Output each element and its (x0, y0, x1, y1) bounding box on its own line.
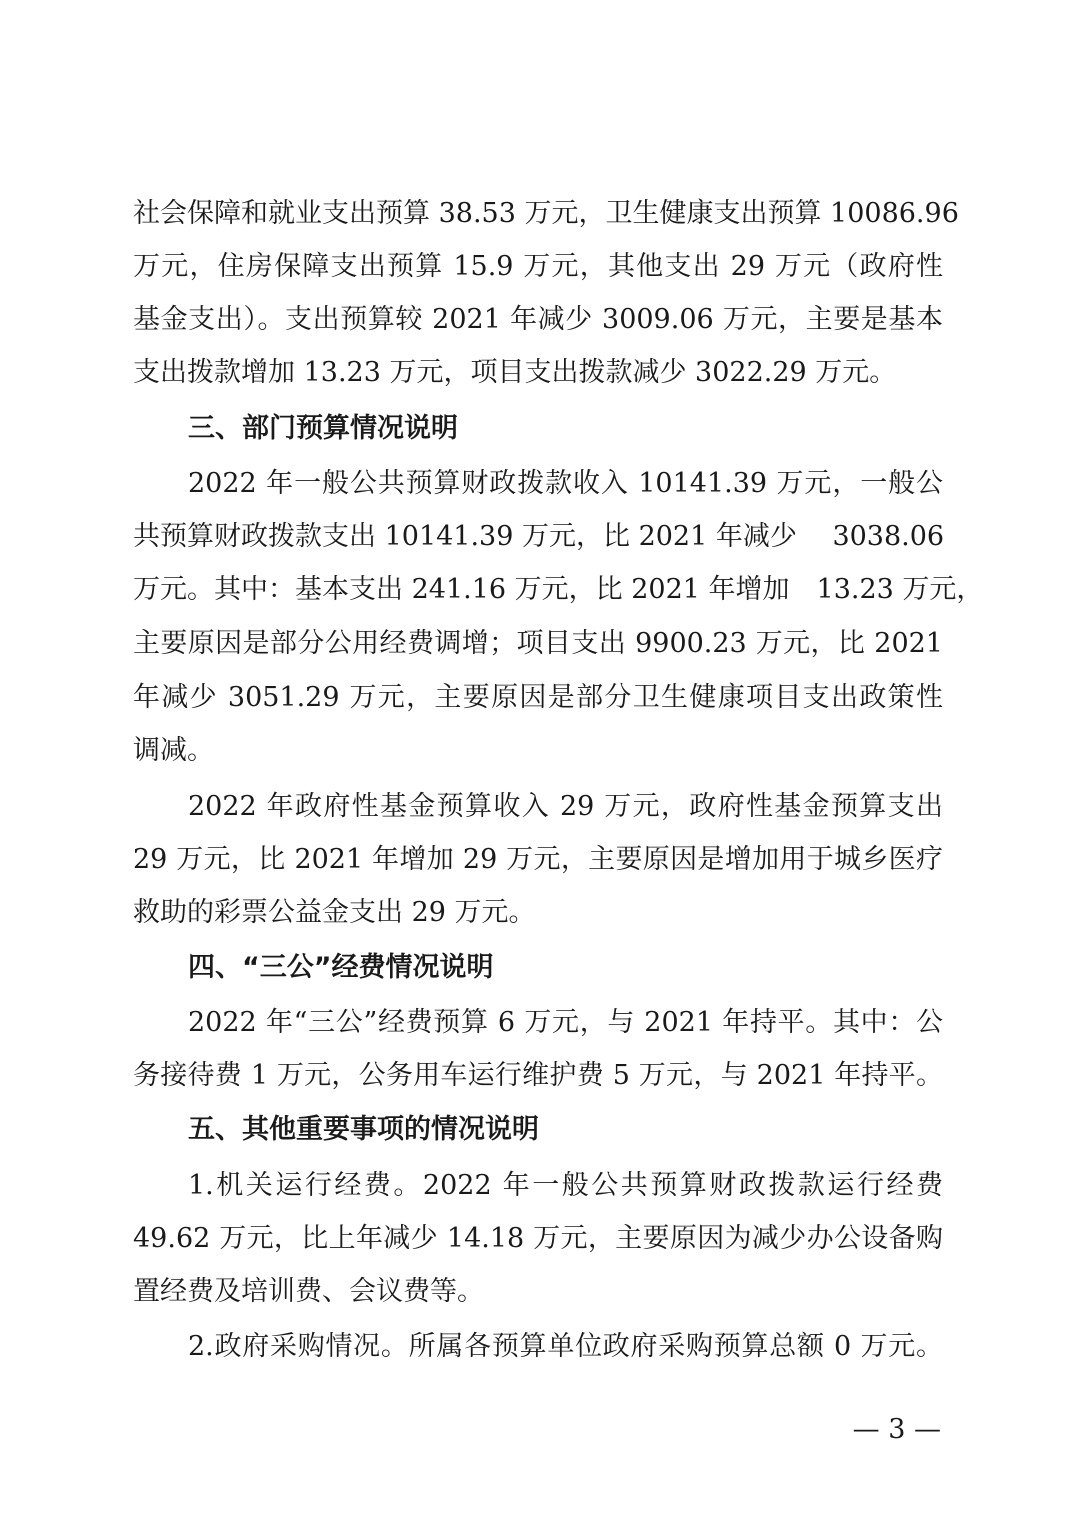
text-line-8: 万元。其中：基本支出 241.16 万元，比 2021 年增加 13.23 万元， (133, 574, 984, 605)
text-line-9: 主要原因是部分公用经费调增；项目支出 9900.23 万元，比 2021 (133, 628, 943, 659)
text-line-20: 49.62 万元，比上年减少 14.18 万元，主要原因为减少办公设备购 (133, 1223, 943, 1254)
text-line-10: 年减少 3051.29 万元，主要原因是部分卫生健康项目支出政策性 (133, 682, 943, 713)
text-line-11: 调减。 (133, 735, 214, 766)
text-line-12: 2022 年政府性基金预算收入 29 万元，政府性基金预算支出 (188, 791, 943, 822)
text-line-22: 2.政府采购情况。所属各预算单位政府采购预算总额 0 万元。 (188, 1331, 943, 1362)
section-heading-4: 四、“三公”经费情况说明 (188, 952, 494, 983)
text-line-21: 置经费及培训费、会议费等。 (133, 1276, 484, 1307)
section-heading-5: 五、其他重要事项的情况说明 (188, 1114, 539, 1145)
text-line-2: 万元，住房保障支出预算 15.9 万元，其他支出 29 万元（政府性 (133, 251, 943, 282)
text-line-7: 共预算财政拨款支出 10141.39 万元，比 2021 年减少 3038.06 (133, 521, 945, 552)
page-number: — 3 — (852, 1414, 941, 1445)
text-line-6: 2022 年一般公共预算财政拨款收入 10141.39 万元，一般公 (188, 468, 943, 499)
text-line-4: 支出拨款增加 13.23 万元，项目支出拨款减少 3022.29 万元。 (133, 357, 897, 388)
text-line-3: 基金支出）。支出预算较 2021 年减少 3009.06 万元，主要是基本 (133, 304, 943, 335)
text-line-14: 救助的彩票公益金支出 29 万元。 (133, 897, 536, 928)
text-line-13: 29 万元，比 2021 年增加 29 万元，主要原因是增加用于城乡医疗 (133, 844, 943, 875)
text-line-17: 务接待费 1 万元，公务用车运行维护费 5 万元，与 2021 年持平。 (133, 1060, 943, 1091)
text-line-19: 1.机关运行经费。2022 年一般公共预算财政拨款运行经费 (188, 1170, 943, 1201)
text-line-16: 2022 年“三公”经费预算 6 万元，与 2021 年持平。其中：公 (188, 1007, 943, 1038)
section-heading-3: 三、部门预算情况说明 (188, 413, 458, 444)
text-line-1: 社会保障和就业支出预算 38.53 万元，卫生健康支出预算 10086.96 (133, 198, 959, 229)
